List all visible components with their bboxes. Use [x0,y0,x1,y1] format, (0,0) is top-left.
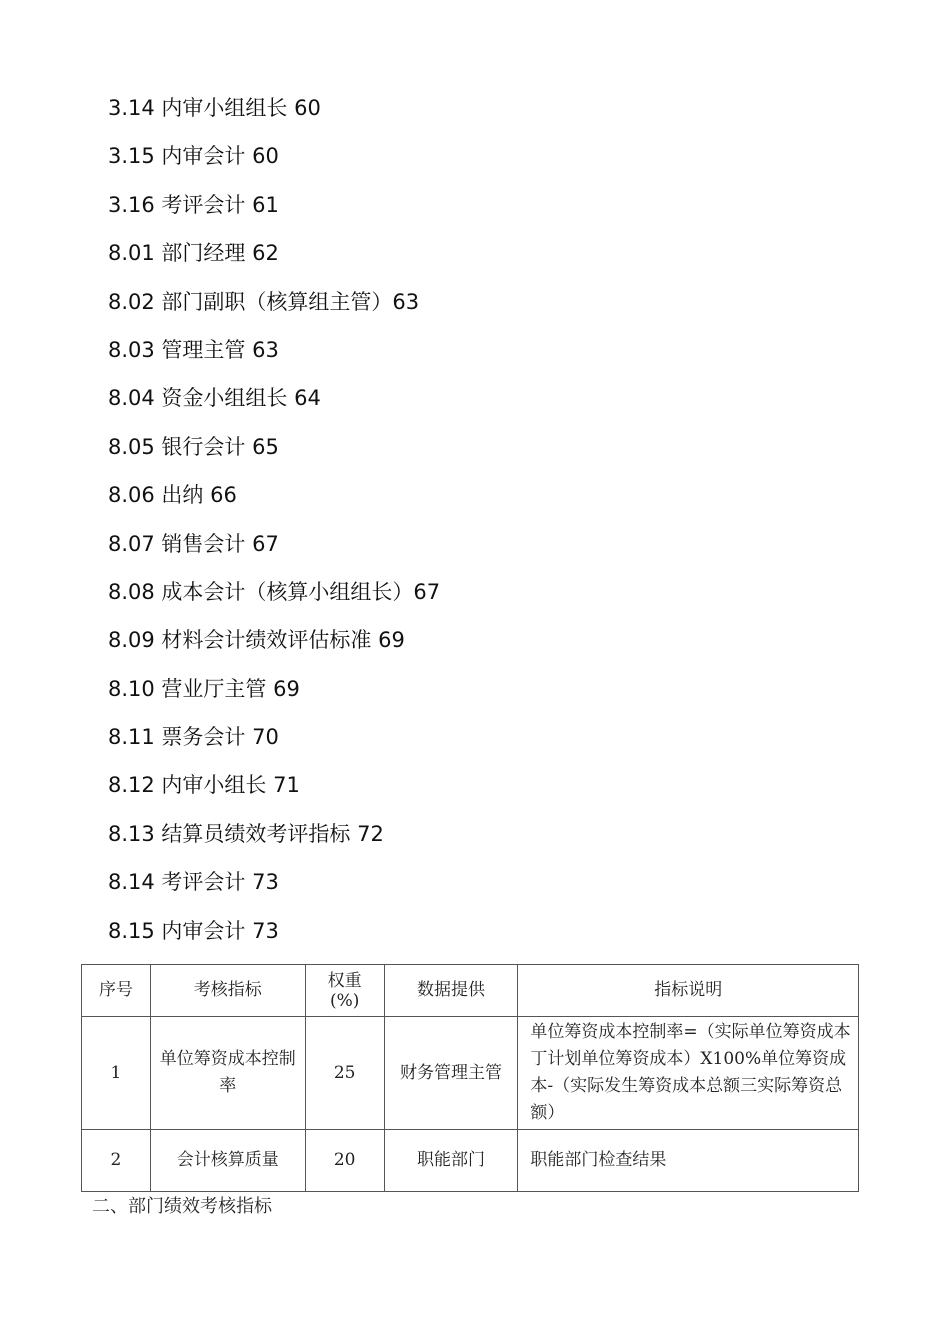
header-indicator: 考核指标 [150,965,305,1017]
cell-description: 职能部门检查结果 [518,1130,859,1192]
kpi-table [81,964,859,1192]
table-header-row [82,965,859,1017]
toc-item[interactable]: 8.09 材料会计绩效评估标准 69 [108,628,405,653]
toc-item[interactable]: 8.04 资金小组组长 64 [108,386,321,411]
header-index: 序号 [82,965,151,1017]
header-description: 指标说明 [518,965,859,1017]
table-row [82,1130,859,1192]
toc-item[interactable]: 8.06 出纳 66 [108,483,237,508]
toc-item[interactable]: 8.01 部门经理 62 [108,241,279,266]
header-weight-unit: (%) [329,990,360,1011]
toc-item[interactable]: 8.11 票务会计 70 [108,725,279,750]
toc-item[interactable]: 8.07 销售会计 67 [108,531,279,556]
toc-item[interactable]: 8.05 银行会计 65 [108,434,279,459]
toc-item[interactable]: 8.02 部门副职（核算组主管）63 [108,289,420,314]
section-heading: 二、部门绩效考核指标 [92,1196,272,1217]
cell-indicator: 单位筹资成本控制率 [150,1017,305,1130]
cell-data-source: 财务管理主管 [384,1017,518,1130]
table-of-contents [108,88,868,959]
header-weight [305,965,384,1017]
toc-item[interactable]: 8.15 内审会计 73 [108,918,279,943]
cell-description: 单位筹资成本控制率=（实际单位筹资成本丁计划单位筹资成本）X100%单位筹资成本-（实际发生筹资成本总额三实际筹资总额） [518,1017,859,1130]
toc-item[interactable]: 8.10 营业厅主管 69 [108,676,300,701]
toc-item[interactable]: 3.15 内审会计 60 [108,144,279,169]
cell-weight: 25 [305,1017,384,1130]
toc-item[interactable]: 3.14 内审小组组长 60 [108,96,321,120]
toc-item[interactable]: 8.08 成本会计（核算小组组长）67 [108,579,441,604]
toc-item[interactable]: 8.03 管理主管 63 [108,337,279,362]
toc-item[interactable]: 3.16 考评会计 61 [108,192,279,217]
toc-item[interactable]: 8.14 考评会计 73 [108,870,279,895]
cell-weight: 20 [305,1130,384,1192]
cell-index: 1 [82,1017,151,1130]
cell-index: 2 [82,1130,151,1192]
table-row [82,1017,859,1130]
header-data-source: 数据提供 [384,965,518,1017]
toc-item[interactable]: 8.13 结算员绩效考评指标 72 [108,821,384,846]
cell-indicator: 会计核算质量 [150,1130,305,1192]
toc-item[interactable]: 8.12 内审小组长 71 [108,773,300,798]
cell-data-source: 职能部门 [384,1130,518,1192]
header-weight-label: 权重 [327,970,362,991]
